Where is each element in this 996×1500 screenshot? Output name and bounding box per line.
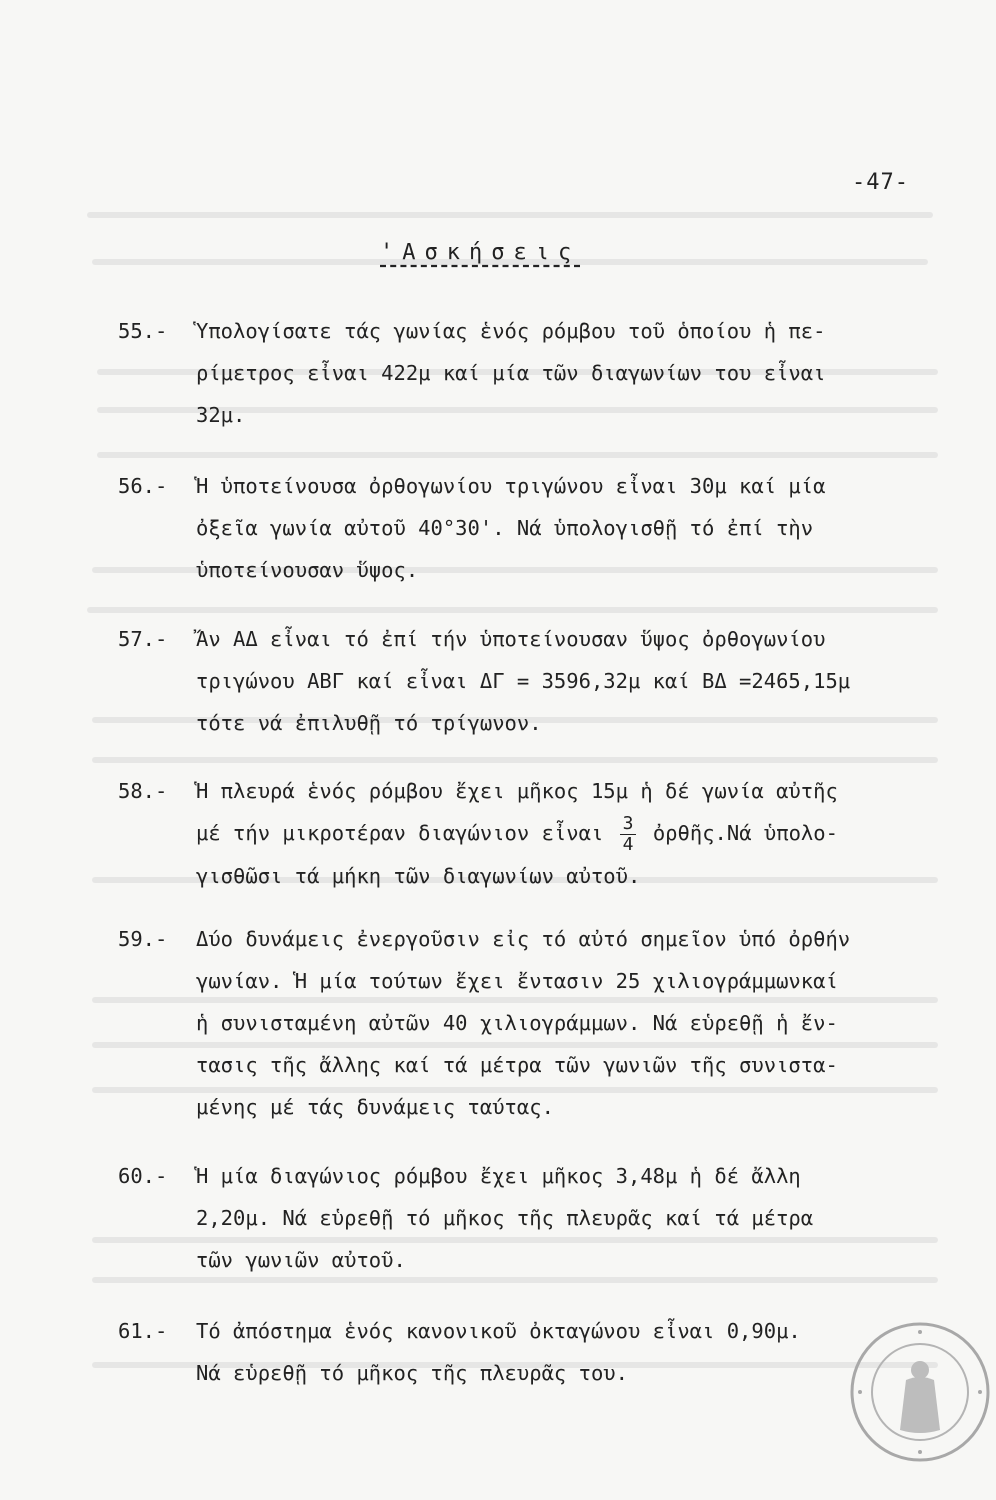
exercise-55 — [118, 310, 938, 436]
exercise-number: 60.- — [118, 1164, 168, 1188]
exercise-line: τριγώνου ΑΒΓ καί εἶναι ΔΓ = 3596,32μ καί ΒΔ =2465,15μ — [196, 669, 851, 693]
exercise-58 — [118, 770, 938, 897]
exercise-line: Ἡ μία διαγώνιος ρόμβου ἔχει μῆκος 3,48μ ἡ δέ ἄλλη — [196, 1164, 801, 1188]
fraction-numerator: 3 — [620, 814, 637, 835]
exercise-line: ρίμετρος εἶναι 422μ καί μία τῶν διαγωνίων του εἶναι — [196, 361, 826, 385]
exercise-number: 57.- — [118, 627, 168, 651]
exercise-number: 58.- — [118, 779, 168, 803]
exercise-number: 56.- — [118, 474, 168, 498]
fraction-line-after: ὀρθῆς.Νά ὑπολο- — [652, 821, 838, 845]
exercise-line: 2,20μ. Νά εὑρεθῇ τό μῆκος τῆς πλευρᾶς καί τά μέτρα — [196, 1206, 814, 1230]
fraction — [620, 814, 637, 855]
exercise-number: 55.- — [118, 319, 168, 343]
library-seal-stamp — [846, 1318, 994, 1466]
exercise-line: γωνίαν. Ἡ μία τούτων ἔχει ἔντασιν 25 χιλιογράμμωνκαί — [196, 969, 838, 993]
exercise-line: ἡ συνισταμένη αὐτῶν 40 χιλιογράμμων. Νά εὑρεθῇ ἡ ἔν- — [196, 1011, 838, 1035]
exercise-61 — [118, 1310, 938, 1394]
exercise-line: 32μ. — [196, 403, 246, 427]
exercise-line: τότε νά ἐπιλυθῇ τό τρίγωνον. — [196, 711, 542, 735]
exercise-number: 59.- — [118, 927, 168, 951]
fraction-denominator: 4 — [622, 833, 634, 855]
exercise-60 — [118, 1155, 938, 1281]
exercise-line: γισθῶσι τά μήκη τῶν διαγωνίων αὐτοῦ. — [196, 863, 641, 888]
page-number: -47- — [852, 170, 909, 195]
exercise-57 — [118, 618, 938, 744]
exercise-line: Ὑπολογίσατε τάς γωνίας ἑνός ρόμβου τοῦ ὁποίου ἡ πε- — [196, 319, 826, 343]
exercise-line-with-fraction — [196, 812, 938, 855]
exercise-line: μένης μέ τάς δυνάμεις ταύτας. — [196, 1095, 554, 1119]
exercise-line: Τό ἀπόστημα ἑνός κανονικοῦ ὀκταγώνου εἶναι 0,90μ. — [196, 1319, 801, 1343]
exercise-line: ὑποτείνουσαν ὕψος. — [196, 558, 419, 582]
exercise-line: Ἡ πλευρά ἑνός ρόμβου ἔχει μῆκος 15μ ἡ δέ γωνία αὐτῆς — [196, 779, 838, 803]
exercise-number: 61.- — [118, 1319, 168, 1343]
exercise-line: Ἡ ὑποτείνουσα ὀρθογωνίου τριγώνου εἶναι 30μ καί μία — [196, 474, 826, 498]
exercise-59 — [118, 918, 938, 1128]
exercise-line: τασις τῆς ἄλλης καί τά μέτρα τῶν γωνιῶν τῆς συνιστα- — [196, 1053, 838, 1077]
exercise-line: ὀξεῖα γωνία αὐτοῦ 40°30'. Νά ὑπολογισθῇ τό ἐπί τὴν — [196, 516, 814, 540]
exercise-line: Νά εὑρεθῇ τό μῆκος τῆς πλευρᾶς του. — [196, 1361, 628, 1385]
fraction-line-before: μέ τήν μικροτέραν διαγώνιον εἶναι — [196, 821, 604, 845]
exercise-56 — [118, 465, 938, 591]
exercise-line: Ἄν ΑΔ εἶναι τό ἐπί τήν ὑποτείνουσαν ὕψος ὀρθογωνίου — [196, 627, 826, 651]
section-heading: 'Ασκήσεις — [380, 240, 581, 265]
exercise-line: Δύο δυνάμεις ἐνεργοῦσιν εἰς τό αὐτό σημεῖον ὑπό ὀρθήν — [196, 927, 851, 951]
exercise-line: τῶν γωνιῶν αὐτοῦ. — [196, 1248, 406, 1272]
